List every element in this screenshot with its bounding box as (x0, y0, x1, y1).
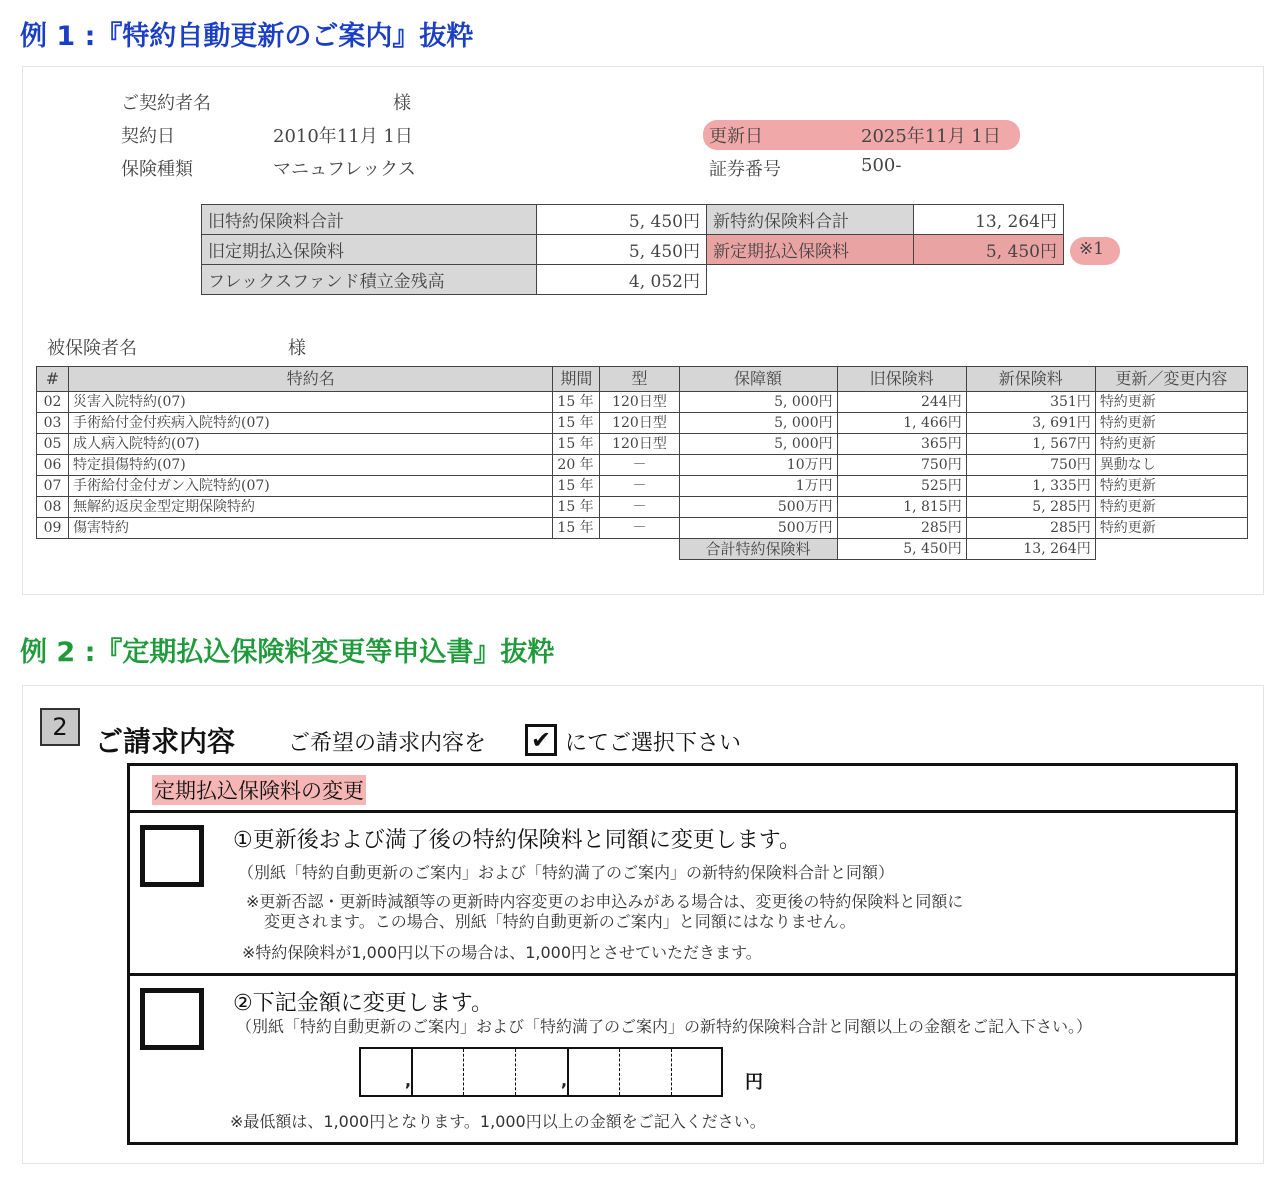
insured-label: 被保険者名 (47, 338, 137, 359)
table-cell: 15 年 (553, 497, 600, 518)
col-header: 特約名 (69, 367, 553, 392)
option1-note2: ※特約保険料が1,000円以下の場合は、1,000円とさせていただきます。 (242, 943, 762, 962)
example1-panel (22, 66, 1264, 595)
table-cell: 03 (37, 413, 69, 434)
table-cell: － (600, 476, 679, 497)
table-cell: 特約更新 (1095, 434, 1247, 455)
table-cell: 特約更新 (1095, 518, 1247, 539)
form-title: 定期払込保険料の変更 (152, 775, 366, 805)
thousands-separator: , (405, 1071, 412, 1090)
table-cell: 08 (37, 497, 69, 518)
note-mark: ※1 (1079, 239, 1105, 259)
table-row (37, 518, 1248, 539)
table-cell: 手術給付金付疾病入院特約(07) (69, 413, 553, 434)
table-cell: 525円 (837, 476, 966, 497)
table-cell: 15 年 (553, 434, 600, 455)
table-cell: 09 (37, 518, 69, 539)
table-cell: 120日型 (600, 392, 679, 413)
table-cell: 1万円 (679, 476, 837, 497)
fund: 4, 052円 (537, 265, 707, 295)
table-row (37, 413, 1248, 434)
table-cell: 02 (37, 392, 69, 413)
policy-no-label: 証券番号 (709, 159, 781, 180)
col-header: 更新／変更内容 (1095, 367, 1247, 392)
yen-label: 円 (745, 1072, 763, 1093)
table-cell: 750円 (837, 455, 966, 476)
table-cell: 成人病入院特約(07) (69, 434, 553, 455)
riders-table (36, 366, 1248, 560)
col-header: # (37, 367, 69, 392)
new-total-label: 新特約保険料合計 (707, 205, 914, 235)
table-cell: 5, 000円 (679, 413, 837, 434)
table-cell: 5, 285円 (966, 497, 1095, 518)
table-cell: 特約更新 (1095, 413, 1247, 434)
instruction-pre: ご希望の請求内容を (288, 731, 487, 756)
option1-sub: （別紙「特約自動更新のご案内」および「特約満了のご案内」の新特約保険料合計と同額） (238, 863, 895, 882)
table-cell: 手術給付金付ガン入院特約(07) (69, 476, 553, 497)
riders-header-row (37, 367, 1248, 392)
policy-no: 500- (861, 155, 902, 176)
option1-note1a: ※更新否認・更新時減額等の更新時内容変更のお申込みがある場合は、変更後の特約保険料と同額に (246, 892, 964, 911)
table-cell: 傷害特約 (69, 518, 553, 539)
table-row (37, 392, 1248, 413)
example2-heading: 例 2 :『定期払込保険料変更等申込書』抜粋 (20, 637, 555, 668)
table-cell: 15 年 (553, 392, 600, 413)
riders-total-label: 合計特約保険料 (679, 539, 837, 560)
table-cell: 災害入院特約(07) (69, 392, 553, 413)
table-cell: 特定損傷特約(07) (69, 455, 553, 476)
table-cell: 15 年 (553, 518, 600, 539)
table-cell: 3, 691円 (966, 413, 1095, 434)
table-row (37, 434, 1248, 455)
table-cell: 5, 000円 (679, 392, 837, 413)
table-cell: 500万円 (679, 497, 837, 518)
table-cell: 285円 (837, 518, 966, 539)
table-cell: 15 年 (553, 413, 600, 434)
old-regular: 5, 450円 (537, 235, 707, 265)
table-cell: 120日型 (600, 434, 679, 455)
table-cell: 285円 (966, 518, 1095, 539)
table-cell: 1, 567円 (966, 434, 1095, 455)
old-total: 5, 450円 (537, 205, 707, 235)
insurance-type: マニュフレックス (273, 159, 416, 180)
table-cell: － (600, 518, 679, 539)
amount-input[interactable] (359, 1047, 723, 1097)
new-regular: 5, 450円 (914, 235, 1064, 265)
table-cell: 244円 (837, 392, 966, 413)
example1-heading: 例 1 :『特約自動更新のご案内』抜粋 (20, 21, 474, 52)
table-cell: 特約更新 (1095, 392, 1247, 413)
table-row (37, 455, 1248, 476)
insured-suffix: 様 (288, 338, 306, 359)
contractor-suffix: 様 (393, 93, 411, 114)
example2-panel (22, 685, 1264, 1164)
table-cell: 異動なし (1095, 455, 1247, 476)
option2-row (130, 976, 1235, 1142)
option1-row (130, 813, 1235, 976)
renewal-date: 2025年11月 1日 (861, 126, 1001, 147)
table-cell: 120日型 (600, 413, 679, 434)
table-cell: 351円 (966, 392, 1095, 413)
option1-checkbox[interactable] (140, 825, 204, 887)
option1-title: ①更新後および満了後の特約保険料と同額に変更します。 (233, 828, 801, 853)
premium-change-form (127, 763, 1238, 1145)
table-cell: － (600, 455, 679, 476)
option2-title: ②下記金額に変更します。 (233, 991, 493, 1016)
premium-summary-table (201, 204, 1064, 295)
table-cell: 無解約返戻金型定期保険特約 (69, 497, 553, 518)
col-header: 旧保険料 (837, 367, 966, 392)
digit-divider (567, 1049, 569, 1095)
new-total: 13, 264円 (914, 205, 1064, 235)
table-cell: 20 年 (553, 455, 600, 476)
col-header: 新保険料 (966, 367, 1095, 392)
table-cell: 750円 (966, 455, 1095, 476)
digit-divider (619, 1049, 620, 1095)
col-header: 期間 (553, 367, 600, 392)
option2-sub: （別紙「特約自動更新のご案内」および「特約満了のご案内」の新特約保険料合計と同額以上の金額をご記入下さい。） (236, 1017, 1093, 1036)
table-cell: 05 (37, 434, 69, 455)
contractor-label: ご契約者名 (121, 93, 211, 114)
digit-divider (463, 1049, 464, 1095)
table-cell: 1, 815円 (837, 497, 966, 518)
option1-note1b: 変更されます。この場合、別紙「特約自動更新のご案内」と同額にはなりません。 (264, 912, 856, 931)
old-regular-label: 旧定期払込保険料 (202, 235, 537, 265)
table-cell: 500万円 (679, 518, 837, 539)
riders-total-new: 13, 264円 (966, 539, 1095, 560)
option2-note: ※最低額は、1,000円となります。1,000円以上の金額をご記入ください。 (230, 1112, 766, 1131)
renewal-date-label: 更新日 (709, 126, 763, 147)
col-header: 保障額 (679, 367, 837, 392)
digit-divider (515, 1049, 516, 1095)
form-title-row (130, 766, 1235, 813)
table-cell: 5, 000円 (679, 434, 837, 455)
table-cell: 1, 466円 (837, 413, 966, 434)
digit-divider (411, 1049, 413, 1095)
table-row (37, 476, 1248, 497)
col-header: 型 (600, 367, 679, 392)
new-regular-label: 新定期払込保険料 (707, 235, 914, 265)
riders-total-old: 5, 450円 (837, 539, 966, 560)
table-cell: 365円 (837, 434, 966, 455)
option2-checkbox[interactable] (140, 988, 204, 1050)
table-cell: 特約更新 (1095, 476, 1247, 497)
contract-date-label: 契約日 (121, 126, 175, 147)
contract-date: 2010年11月 1日 (273, 126, 413, 147)
digit-divider (671, 1049, 672, 1095)
thousands-separator: , (561, 1071, 568, 1090)
table-row (37, 497, 1248, 518)
checkmark-icon: ✔ (525, 724, 557, 756)
table-cell: 07 (37, 476, 69, 497)
table-cell: 10万円 (679, 455, 837, 476)
fund-label: フレックスファンド積立金残高 (202, 265, 537, 295)
table-cell: － (600, 497, 679, 518)
table-cell: 特約更新 (1095, 497, 1247, 518)
table-cell: 06 (37, 455, 69, 476)
instruction-post: にてご選択下さい (565, 731, 742, 756)
table-cell: 1, 335円 (966, 476, 1095, 497)
insurance-type-label: 保険種類 (121, 159, 193, 180)
table-cell: 15 年 (553, 476, 600, 497)
section-title: ご請求内容 (95, 725, 236, 758)
section-number: 2 (40, 708, 80, 746)
old-total-label: 旧特約保険料合計 (202, 205, 537, 235)
